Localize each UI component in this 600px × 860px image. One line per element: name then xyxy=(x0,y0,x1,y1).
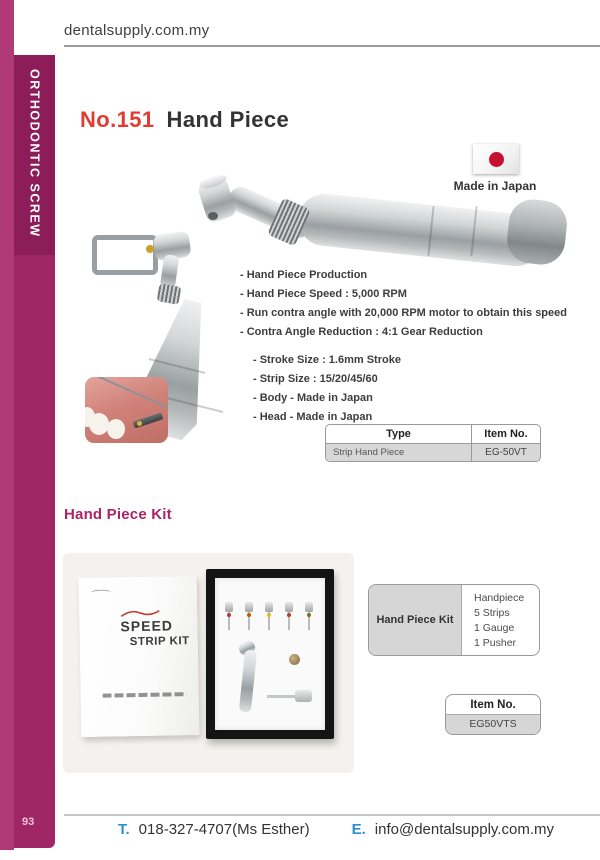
spec-sub-item: - Head - Made in Japan xyxy=(253,411,373,423)
kit-section-heading: Hand Piece Kit xyxy=(64,506,172,523)
header-divider xyxy=(64,45,600,47)
kit-item-no-header: Item No. xyxy=(446,695,540,715)
kit-contents-label: Hand Piece Kit xyxy=(369,585,462,655)
handpiece-knurl-ring xyxy=(157,283,182,305)
kit-content-item: Handpiece xyxy=(474,592,525,604)
kit-foam-insert xyxy=(215,578,325,730)
email-address: info@dentalsupply.com.my xyxy=(374,821,554,838)
made-in-japan-label: Made in Japan xyxy=(453,179,537,193)
product-name: Hand Piece xyxy=(166,107,290,132)
spec-sub-item: - Stroke Size : 1.6mm Stroke xyxy=(253,354,401,366)
sidebar-category-label: ORTHODONTIC SCREW xyxy=(27,69,42,238)
sidebar-strip xyxy=(0,0,14,850)
strip-tool xyxy=(245,602,253,632)
sidebar-category-tab xyxy=(14,55,55,848)
table-header-row xyxy=(326,425,540,444)
email-label: E. xyxy=(351,821,366,838)
type-item-table xyxy=(325,424,541,462)
kit-handpiece-body xyxy=(239,650,257,713)
kit-box-lid xyxy=(79,576,200,737)
spec-item: - Hand Piece Speed : 5,000 RPM xyxy=(240,288,407,300)
table-row xyxy=(326,444,540,461)
footer-divider xyxy=(64,814,600,816)
phone-label: T. xyxy=(118,821,130,838)
japan-flag-sun xyxy=(489,152,504,167)
kit-product-photo xyxy=(63,553,354,773)
spec-gap xyxy=(240,342,575,351)
kit-contents-table xyxy=(368,584,540,656)
strip-tool xyxy=(285,602,293,632)
spec-item: - Run contra angle with 20,000 RPM motor to obtain this speed xyxy=(240,307,567,319)
kit-content-item: 5 Strips xyxy=(474,607,510,619)
table-header-item-no: Item No. xyxy=(484,428,528,440)
handpiece-end-cap xyxy=(505,197,569,267)
kit-pusher-rod xyxy=(267,695,297,698)
kit-contents-list xyxy=(462,585,539,655)
kit-gauge xyxy=(289,654,300,665)
spec-list xyxy=(240,266,575,427)
product-title xyxy=(80,107,289,133)
kit-box-open xyxy=(206,569,334,739)
strip-holder-pin xyxy=(146,245,154,253)
spec-sub-item: - Strip Size : 15/20/45/60 xyxy=(253,373,378,385)
kit-content-item: 1 Gauge xyxy=(474,622,515,634)
tooth xyxy=(107,419,125,439)
product-number: No.151 xyxy=(80,107,155,132)
kit-item-no-value: EG50VTS xyxy=(446,715,540,734)
page-number: 93 xyxy=(22,816,35,828)
footer-contact xyxy=(118,821,554,838)
tool-dot xyxy=(137,421,142,426)
japan-flag xyxy=(473,144,519,174)
strip-holder-loop xyxy=(92,235,158,275)
kit-box-title-line1: SPEED xyxy=(120,617,174,635)
table-cell-type: Strip Hand Piece xyxy=(326,444,472,461)
website-text: dentalsupply.com.my xyxy=(64,22,210,39)
spec-item: - Hand Piece Production xyxy=(240,269,368,281)
strip-tool xyxy=(265,602,273,632)
spec-item: - Contra Angle Reduction : 4:1 Gear Reduction xyxy=(240,326,483,338)
table-cell-item-no: EG-50VT xyxy=(485,447,527,458)
kit-item-no-table xyxy=(445,694,541,735)
kit-pusher-handle xyxy=(295,690,312,702)
handpiece-strip-photo xyxy=(78,205,238,450)
strip-tool xyxy=(305,602,313,632)
kit-content-item: 1 Pusher xyxy=(474,637,517,649)
kit-box-title-line2: STRIP KIT xyxy=(129,635,190,649)
brand-logo-mark xyxy=(91,589,111,595)
kit-box-tagline-decoration xyxy=(103,692,187,697)
phone-number: 018-327-4707(Ms Esther) xyxy=(138,821,310,838)
strip-tool xyxy=(225,602,233,632)
spec-sub-item: - Body - Made in Japan xyxy=(253,392,373,404)
archwire xyxy=(96,377,168,409)
clinical-teeth-photo xyxy=(85,377,168,443)
sidebar-category-tab-dark xyxy=(14,55,55,255)
table-header-type: Type xyxy=(326,425,472,443)
